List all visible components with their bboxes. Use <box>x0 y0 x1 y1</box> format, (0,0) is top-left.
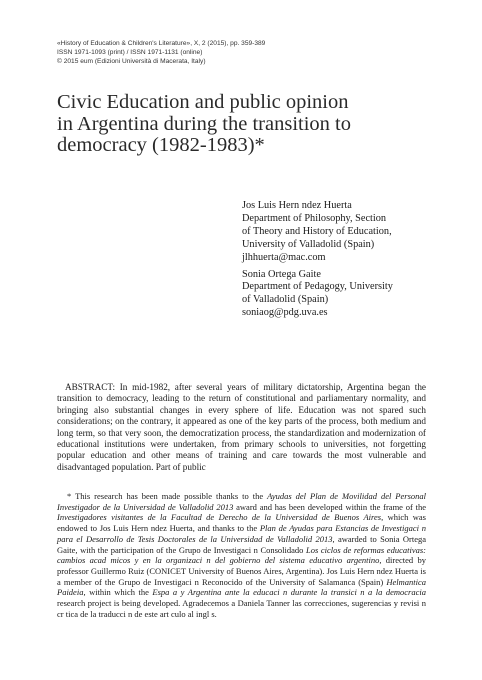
title-line: in Argentina during the transition to <box>57 112 351 135</box>
footnote-italic: Investigadores visitantes de la Facultad de Derecho de la Universidad de Buenos Aires <box>57 512 382 523</box>
author-block-1 <box>242 200 442 265</box>
footnote-text: award and has been developed within the frame of the <box>233 501 426 512</box>
journal-copyright: © 2015 eum (Edizioni Università di Macerata, Italy) <box>57 58 206 65</box>
footnote-italic: Ayudas del Plan de Movilidad del Personal Investigador de la Universidad de Valladolid 2013 <box>57 491 426 512</box>
abstract: ABSTRACT: In mid-1982, after several years of military dictatorship, Argentina began the transition to democracy, leading to the return of constitutional and parliamentary normality, and bringing also substantial changes in every sphere of life. Education was not spared such considerations; on the contrary, it appeared as one of the key parts of the process, both medium and long term, so that very soon, the democratization process, the standardization and modernization of educational institutions were undertaken, from primary schools to universities, not forgetting popular education and other means of training and care towards the most vulnerable and disadvantaged population. Part of public <box>57 382 426 472</box>
footnote-text: , awarded to Sonia Ortega Gaite, with the participation of the Grupo de Investigaci n Consolidado <box>57 533 426 555</box>
footnote-text: * This research has been made possible thanks to the <box>67 491 268 501</box>
footnote-italic: Helmantica Paideia <box>57 576 426 598</box>
author-affiliation: of Valladolid (Spain) <box>242 294 329 306</box>
author-affiliation: University of Valladolid (Spain) <box>242 238 375 250</box>
journal-citation: «History of Education & Children's Literature», X, 2 (2015), pp. 359-389 <box>57 40 266 47</box>
author-block-2 <box>242 269 442 321</box>
author-affiliation: of Theory and History of Education, <box>242 225 392 237</box>
footnote-text: , directed by professor Guillermo Ruiz (CONICET University of Buenos Aires, Argentina). Jos Luis Hern ndez Huerta is a member of the Grupo de Investigaci n Reconocido of the University of Salamanca (Spain) <box>57 555 426 587</box>
footnote-italic: Los ciclos de reformas educativas: cambios acad micos y en la organizaci n del gobierno del sistema educativo argentino <box>57 544 426 566</box>
footnote <box>57 491 426 619</box>
author-name: Jos Luis Hern ndez Huerta <box>242 200 352 211</box>
footnote-italic: Espa a y Argentina ante la educaci n durante la transici n a la democracia <box>152 587 426 598</box>
author-email: jlhhuerta@mac.com <box>242 251 326 263</box>
journal-issn: ISSN 1971-1093 (print) / ISSN 1971-1131 (online) <box>57 49 203 56</box>
author-affiliation: Department of Pedagogy, University <box>242 281 393 293</box>
author-name: Sonia Ortega Gaite <box>242 268 321 280</box>
footnote-italic: Plan de Ayudas para Estancias de Investigaci n para el Desarrollo de Tesis Doctorales de la Universidad de Valladolid 2013 <box>57 523 426 544</box>
footnote-text: , within which the <box>83 587 153 598</box>
author-email: soniaog@pdg.uva.es <box>242 307 328 319</box>
title-line: democracy (1982-1983)* <box>57 134 265 156</box>
journal-header <box>57 39 437 66</box>
title-line: Civic Education and public opinion <box>57 91 349 113</box>
author-affiliation: Department of Philosophy, Section <box>242 212 387 224</box>
footnote-text: research project is being developed. Agradecemos a Daniela Tanner las correcciones, sugerencias y revisi n cr tica de la traducci n de este art culo al ingl s. <box>57 598 426 619</box>
author-affiliations <box>242 200 442 324</box>
footnote-text: , which was endowed to Jos Luis Hern ndez Huerta, and thanks to the <box>57 512 426 534</box>
article-title <box>57 92 427 157</box>
